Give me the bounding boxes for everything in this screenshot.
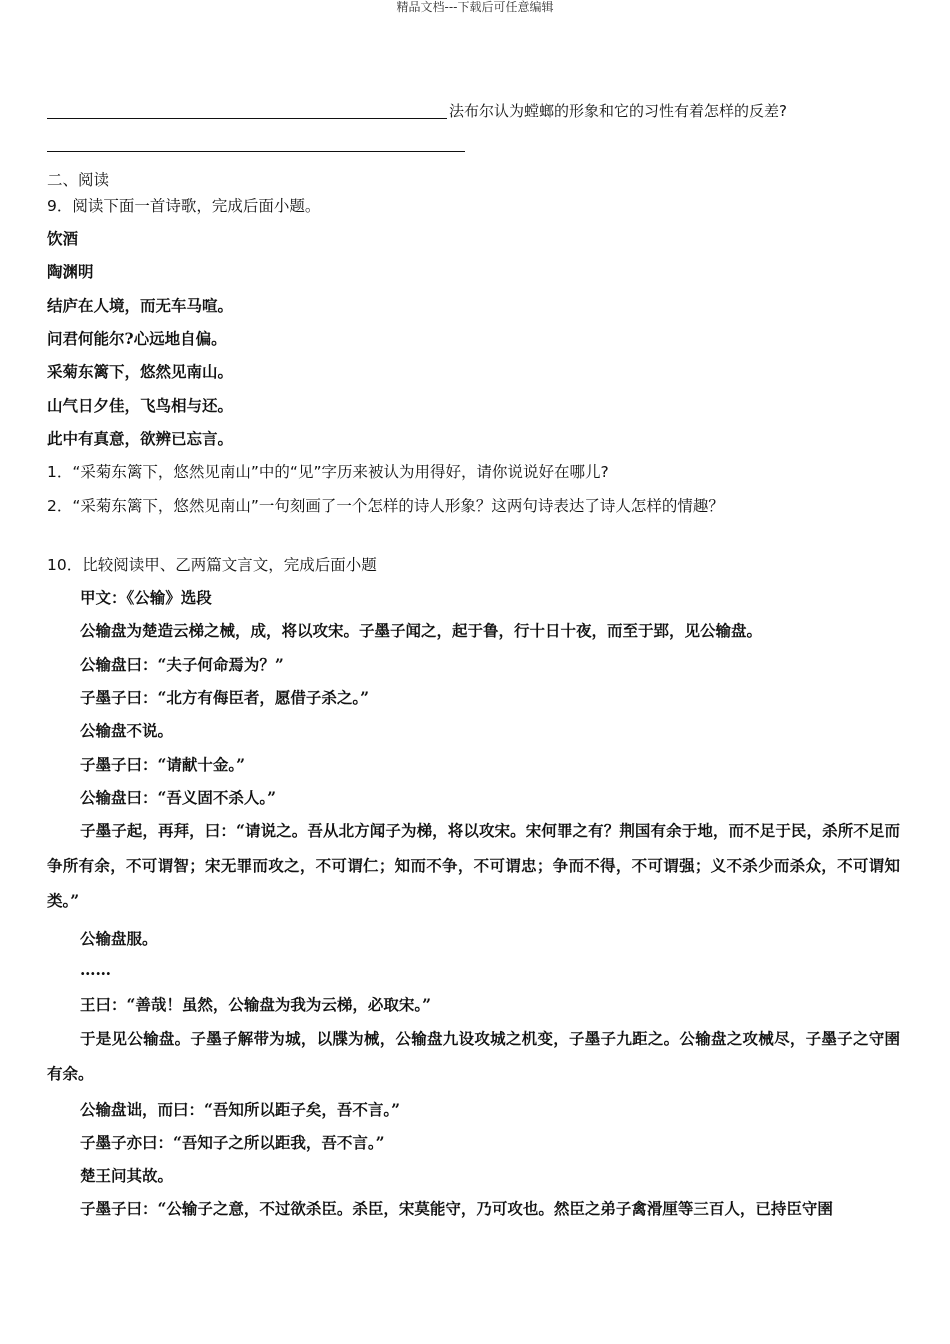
passage-paragraph: 公输盘曰：“夫子何命焉为？”	[80, 655, 284, 674]
poem-line: 问君何能尔?心远地自偏。	[47, 329, 227, 348]
passage-paragraph: 公输盘服。	[80, 929, 158, 948]
ellipsis: ……	[80, 960, 111, 979]
poem-line: 山气日夕佳，飞鸟相与还。	[47, 396, 234, 415]
question-intro: 9．阅读下面一首诗歌，完成后面小题。	[47, 197, 321, 215]
poem-author: 陶渊明	[47, 262, 94, 281]
page-header: 精品文档---下载后可任意编辑	[396, 0, 554, 14]
passage-paragraph: 公输盘曰：“吾义固不杀人。”	[80, 788, 277, 807]
passage-paragraph: 楚王问其故。	[80, 1166, 174, 1185]
sub-question: 2．“采菊东篱下，悠然见南山”一句刻画了一个怎样的诗人形象？这两句诗表达了诗人怎样的情趣？	[47, 497, 724, 515]
answer-blank-line	[47, 151, 465, 152]
sub-question: 1．“采菊东篱下，悠然见南山”中的“见”字历来被认为用得好，请你说说好在哪儿?	[47, 463, 609, 481]
question-text: 法布尔认为螳螂的形象和它的习性有着怎样的反差?	[449, 102, 787, 120]
passage-paragraph: 子墨子曰：“请献十金。”	[80, 755, 246, 774]
passage-paragraph: 公输盘为楚造云梯之械，成，将以攻宋。子墨子闻之，起于鲁，行十日十夜，而至于郢，见公输盘。	[80, 621, 763, 640]
passage-paragraph: 子墨子曰：“公输子之意，不过欲杀臣。杀臣，宋莫能守，乃可攻也。然臣之弟子禽滑厘等三百人，已持臣守圉	[80, 1199, 833, 1218]
poem-line: 结庐在人境，而无车马喧。	[47, 296, 234, 315]
poem-line: 此中有真意，欲辨已忘言。	[47, 429, 234, 448]
question-intro: 10．比较阅读甲、乙两篇文言文，完成后面小题	[47, 556, 377, 574]
passage-paragraph: 王曰：“善哉！虽然，公输盘为我为云梯，必取宋。”	[80, 995, 432, 1014]
section-heading: 二、阅读	[47, 171, 110, 189]
poem-line: 采菊东篱下，悠然见南山。	[47, 362, 234, 381]
answer-blank-line	[47, 118, 447, 119]
passage-paragraph: 公输盘不说。	[80, 721, 174, 740]
passage-paragraph: 公输盘诎，而曰：“吾知所以距子矣，吾不言。”	[80, 1100, 401, 1119]
passage-title: 甲文：《公输》选段	[80, 588, 212, 607]
poem-title: 饮酒	[47, 229, 79, 248]
passage-paragraph: 于是见公输盘。子墨子解带为城，以牒为械，公输盘九设攻城之机变，子墨子九距之。公输盘之攻械尽，子墨子之守圉有余。	[47, 1029, 900, 1083]
passage-paragraph: 子墨子曰：“北方有侮臣者，愿借子杀之。”	[80, 688, 370, 707]
passage-paragraph: 子墨子亦曰：“吾知子之所以距我，吾不言。”	[80, 1133, 385, 1152]
passage-paragraph: 子墨子起，再拜，曰：“请说之。吾从北方闻子为梯，将以攻宋。宋何罪之有？荆国有余于地，而不足于民，杀所不足而争所有余，不可谓智；宋无罪而攻之，不可谓仁；知而不争，不可谓忠；争而不得，不可谓强；义不杀少而杀众，不可谓知类。”	[47, 821, 900, 910]
